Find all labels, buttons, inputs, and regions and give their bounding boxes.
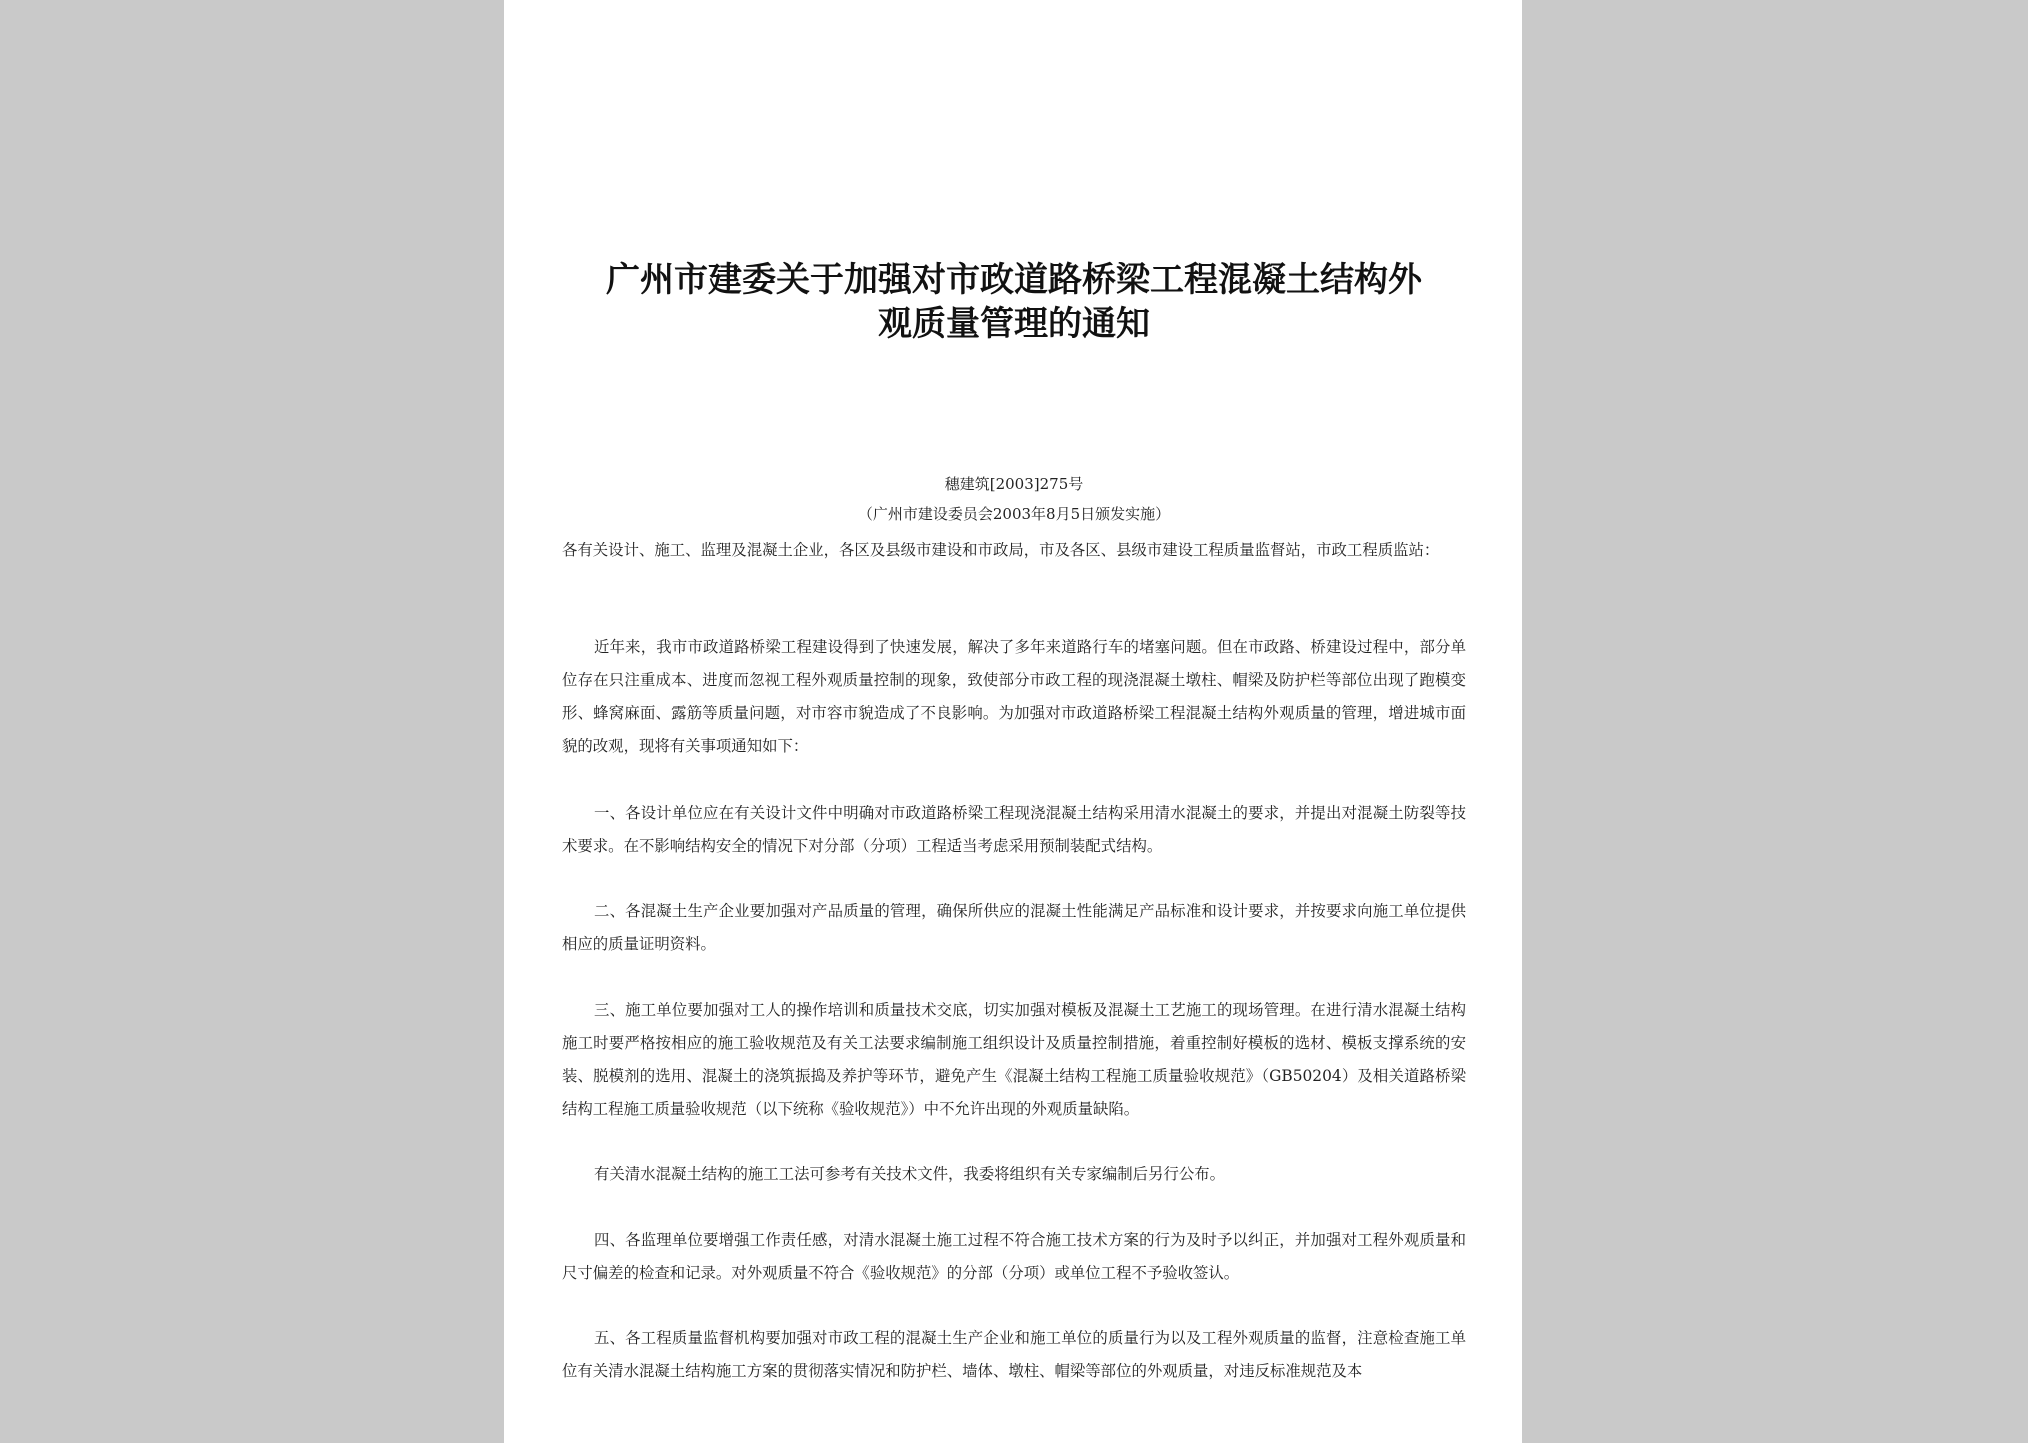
issued-note: （广州市建设委员会2003年8月5日颁发实施） — [857, 505, 1171, 523]
title-line-1: 广州市建委关于加强对市政道路桥梁工程混凝土结构外 — [606, 260, 1422, 300]
paragraph-item-5: 五、各工程质量监督机构要加强对市政工程的混凝土生产企业和施工单位的质量行为以及工程外观质量的监督，注意检查施工单位有关清水混凝土结构施工方案的贯彻落实情况和防护栏、墙体、墩柱、帽梁等部位的外观质量，对违反标准规范及本 — [562, 1329, 1466, 1380]
paragraph-item-4: 四、各监理单位要增强工作责任感，对清水混凝土施工过程不符合施工技术方案的行为及时予以纠正，并加强对工程外观质量和尺寸偏差的检查和记录。对外观质量不符合《验收规范》的分部（分项）或单位工程不予验收签认。 — [562, 1231, 1466, 1282]
paragraph-note: 有关清水混凝土结构的施工工法可参考有关技术文件，我委将组织有关专家编制后另行公布。 — [594, 1165, 1226, 1183]
addressee: 各有关设计、施工、监理及混凝土企业，各区及县级市建设和市政局，市及各区、县级市建设工程质量监督站，市政工程质监站： — [562, 541, 1440, 559]
paragraph-item-2: 二、各混凝土生产企业要加强对产品质量的管理，确保所供应的混凝土性能满足产品标准和设计要求，并按要求向施工单位提供相应的质量证明资料。 — [562, 902, 1466, 953]
document-title — [562, 258, 1466, 346]
document-page — [504, 0, 1522, 1443]
document-number: 穗建筑[2003]275号 — [944, 475, 1084, 493]
title-line-2: 观质量管理的通知 — [878, 304, 1150, 344]
paragraph-intro: 近年来，我市市政道路桥梁工程建设得到了快速发展，解决了多年来道路行车的堵塞问题。但在市政路、桥建设过程中，部分单位存在只注重成本、进度而忽视工程外观质量控制的现象，致使部分市政工程的现浇混凝土墩柱、帽梁及防护栏等部位出现了跑模变形、蜂窝麻面、露筋等质量问题，对市容市貌造成了不良影响。为加强对市政道路桥梁工程混凝土结构外观质量的管理，增进城市面貌的改观，现将有关事项通知如下： — [562, 638, 1466, 755]
paragraph-item-1: 一、各设计单位应在有关设计文件中明确对市政道路桥梁工程现浇混凝土结构采用清水混凝土的要求，并提出对混凝土防裂等技术要求。在不影响结构安全的情况下对分部（分项）工程适当考虑采用预制装配式结构。 — [562, 804, 1466, 855]
paragraph-item-3: 三、施工单位要加强对工人的操作培训和质量技术交底，切实加强对模板及混凝土工艺施工的现场管理。在进行清水混凝土结构施工时要严格按相应的施工验收规范及有关工法要求编制施工组织设计及质量控制措施，着重控制好模板的选材、模板支撑系统的安装、脱模剂的选用、混凝土的浇筑振捣及养护等环节，避免产生《混凝土结构工程施工质量验收规范》（GB50204）及相关道路桥梁结构工程施工质量验收规范（以下统称《验收规范》）中不允许出现的外观质量缺陷。 — [562, 1001, 1466, 1118]
